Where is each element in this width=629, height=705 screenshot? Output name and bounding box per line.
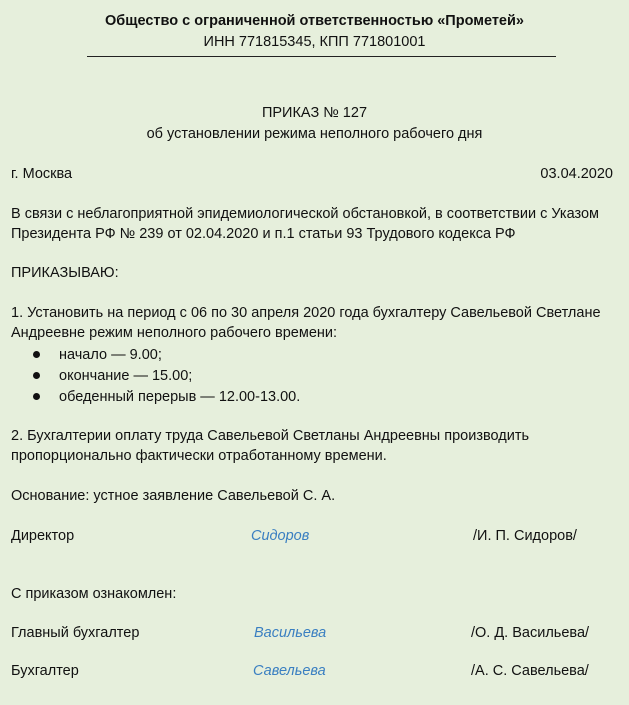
intro-line-1: В связи с неблагоприятной эпидемиологической обстановкой, в соответствии с Указом bbox=[11, 206, 600, 222]
company-inn-kpp: ИНН 771815345, КПП 771801001 bbox=[203, 34, 426, 50]
accountant-role: Бухгалтер bbox=[11, 663, 79, 679]
order-title: ПРИКАЗ № 127 bbox=[261, 105, 368, 121]
bullet-end-time: окончание — 15.00; bbox=[59, 368, 193, 384]
bullet-icon bbox=[33, 393, 40, 400]
order-date: 03.04.2020 bbox=[540, 166, 613, 182]
bullet-start-time: начало — 9.00; bbox=[59, 347, 162, 363]
director-signature: Сидоров bbox=[251, 528, 310, 544]
bullet-icon bbox=[33, 372, 40, 379]
item-1-line-2: Андреевне режим неполного рабочего времени: bbox=[11, 325, 338, 341]
order-basis: Основание: устное заявление Савельевой С. А. bbox=[11, 488, 336, 504]
accountant-signature: Савельева bbox=[253, 663, 326, 679]
chief-accountant-name: /О. Д. Васильева/ bbox=[471, 625, 590, 641]
chief-accountant-role: Главный бухгалтер bbox=[11, 625, 140, 641]
chief-accountant-signature: Васильева bbox=[254, 625, 327, 641]
director-name: /И. П. Сидоров/ bbox=[473, 528, 577, 544]
acquainted-label: С приказом ознакомлен: bbox=[11, 586, 177, 602]
order-place: г. Москва bbox=[11, 166, 73, 182]
director-role: Директор bbox=[11, 528, 75, 544]
accountant-name: /А. С. Савельева/ bbox=[471, 663, 589, 679]
intro-line-2: Президента РФ № 239 от 02.04.2020 и п.1 статьи 93 Трудового кодекса РФ bbox=[11, 226, 516, 242]
company-name: Общество с ограниченной ответственностью «Прометей» bbox=[105, 13, 524, 29]
header-divider bbox=[87, 56, 556, 57]
item-2-line-1: 2. Бухгалтерии оплату труда Савельевой Светланы Андреевны производить bbox=[11, 428, 530, 444]
orders-word: ПРИКАЗЫВАЮ: bbox=[11, 265, 119, 281]
bullet-lunch-break: обеденный перерыв — 12.00-13.00. bbox=[59, 389, 301, 405]
item-1-line-1: 1. Установить на период с 06 по 30 апреля 2020 года бухгалтеру Савельевой Светлане bbox=[11, 305, 601, 321]
bullet-icon bbox=[33, 351, 40, 358]
order-subtitle: об установлении режима неполного рабочего дня bbox=[146, 126, 483, 142]
item-2-line-2: пропорционально фактически отработанному времени. bbox=[11, 448, 387, 464]
